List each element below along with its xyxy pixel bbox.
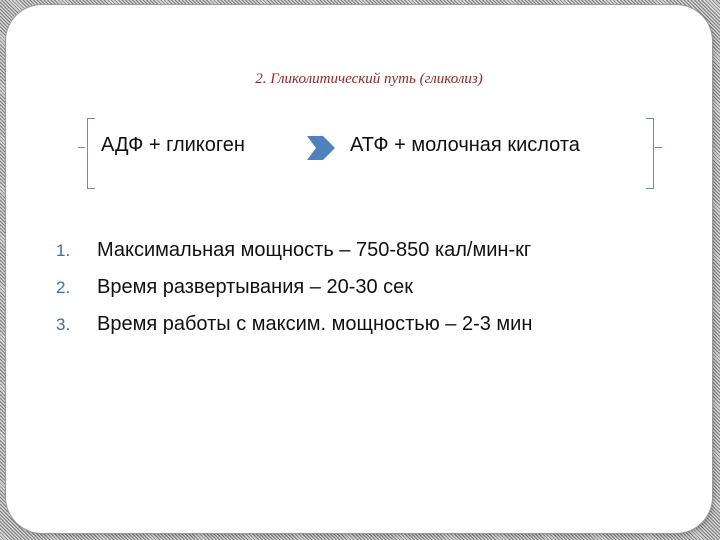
right-arrow-icon [307, 131, 337, 165]
list-item-text: Время развертывания – 20-30 сек [97, 276, 414, 298]
list-item-text: Максимальная мощность – 750-850 кал/мин-кг [97, 239, 532, 261]
equation-right-tick [655, 147, 662, 148]
list-item-number: 1. [56, 241, 71, 260]
equation-reactants: АДФ + гликоген [101, 134, 245, 156]
equation-left-tick [78, 147, 85, 148]
slide-card [6, 5, 712, 533]
equation-products: АТФ + молочная кислота [350, 134, 580, 156]
list-item-number: 3. [56, 315, 71, 334]
list-item-text: Время работы с максим. мощностью – 2-3 мин [97, 313, 533, 335]
list-item-number: 2. [56, 278, 71, 297]
equation-left-bracket [87, 118, 95, 189]
equation-right-bracket [646, 118, 654, 189]
slide-title: 2. Гликолитический путь (гликолиз) [255, 71, 483, 87]
